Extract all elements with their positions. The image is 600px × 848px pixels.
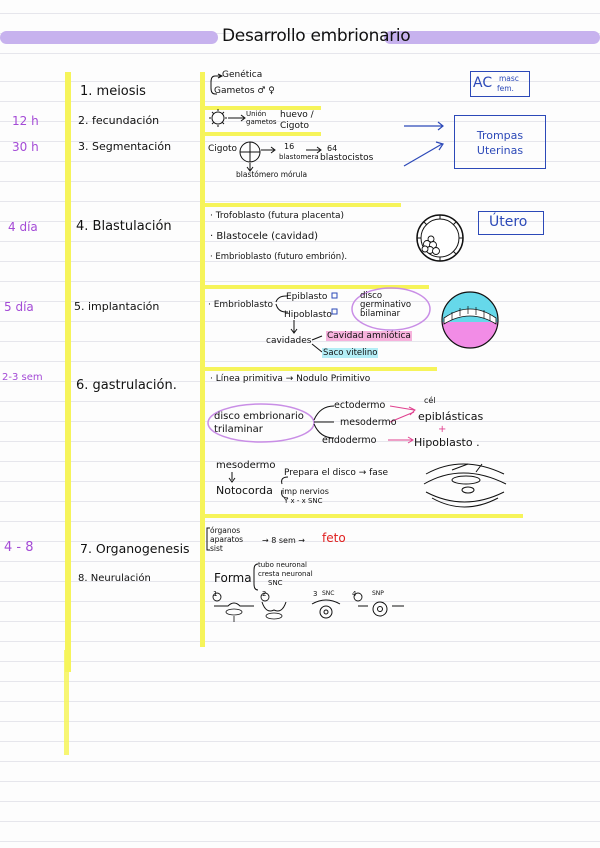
highlight-bar-left <box>65 72 71 672</box>
organogenesis-sist: sist <box>210 544 223 553</box>
neurulacion-tubo: tubo neuronal <box>258 561 307 569</box>
organogenesis-organos: órganos <box>210 526 241 535</box>
trompas-arrows <box>400 118 456 174</box>
time-5dia: 5 día <box>4 300 34 314</box>
gastrulacion-cel: cél <box>424 396 436 405</box>
trompas-label: Trompas Uterinas <box>476 129 524 157</box>
segmentacion-64: 64 <box>327 144 338 153</box>
gastrulacion-notocorda: Notocorda <box>216 484 273 497</box>
step-organogenesis: 7. Organogenesis <box>80 541 190 556</box>
gastrulacion-disco: disco embrionario trilaminar <box>214 411 304 435</box>
meiosis-genetica: Genética <box>222 70 263 80</box>
highlight-bar-main <box>200 72 205 647</box>
gastrulacion-imp: imp nervios <box>282 487 329 496</box>
time-2-3sem: 2-3 sem <box>2 372 43 383</box>
neurulacion-forma: Forma <box>214 571 252 585</box>
step-fecundacion: 2. fecundación <box>78 114 160 127</box>
neurulacion-step-2: 2 <box>262 590 267 598</box>
highlight-line-6 <box>205 514 523 518</box>
gastrulacion-epiblasticas: epiblásticas <box>418 410 484 423</box>
page-title: Desarrollo embrionario <box>222 26 411 46</box>
step-blastulacion: 4. Blastulación <box>76 219 172 234</box>
neurulacion-snc-label: SNC <box>322 590 335 597</box>
implantacion-hipoblasto: Hipoblasto <box>284 310 332 320</box>
blastulacion-blastocele: · Blastocele (cavidad) <box>210 231 319 242</box>
highlight-line-5 <box>205 367 437 371</box>
implantacion-embrioblasto: · Embrioblasto <box>208 300 274 310</box>
highlight-bar-left-lower <box>64 650 69 755</box>
blastulacion-trofoblasto: · Trofoblasto (futura placenta) <box>210 211 345 221</box>
trompas-box <box>454 115 546 169</box>
ac-fem: fem. <box>497 84 514 93</box>
time-12h: 12 h <box>12 114 39 128</box>
gastrulacion-yx: Y x - x SNC <box>284 497 323 505</box>
segmentacion-cigoto: Cigoto <box>208 144 238 154</box>
gastrulacion-linea: · Línea primitiva → Nodulo Primitivo <box>210 374 371 384</box>
neurulation-stages-diagram <box>208 592 408 628</box>
organogenesis-feto: feto <box>322 531 346 545</box>
neurulacion-step-4: 4 <box>352 590 357 598</box>
neurulacion-snc: SNC <box>268 579 283 587</box>
segmentacion-blastomera: blastomera <box>279 153 319 161</box>
neurulacion-snp-label: SNP <box>372 590 384 597</box>
step-neurulacion: 8. Neurulación <box>78 573 151 584</box>
fecundacion-union: Unión gametos <box>246 110 277 126</box>
segmentacion-16: 16 <box>284 142 295 151</box>
neurulacion-step-1: 1 <box>213 590 218 598</box>
utero-box <box>478 211 544 235</box>
ac-label: AC <box>473 75 493 91</box>
fecundacion-huevo: huevo / Cigoto <box>280 110 314 131</box>
utero-label: Útero <box>489 214 528 230</box>
step-gastrulacion: 6. gastrulación. <box>76 378 177 393</box>
time-30h: 30 h <box>12 140 39 154</box>
implantacion-saco: Saco vitelino <box>323 348 378 358</box>
organogenesis-aparatos: aparatos <box>210 535 244 544</box>
implantacion-cavidades: cavidades <box>266 336 312 346</box>
gastrulacion-prepara: Prepara el disco → fase <box>284 468 389 478</box>
title-bar-right <box>384 31 600 44</box>
neurulacion-step-3: 3 <box>313 590 318 598</box>
notochord-diagram <box>422 458 508 508</box>
sperm-egg-icon <box>208 108 248 128</box>
gastrulacion-hipoblasto: Hipoblasto . <box>414 436 480 449</box>
implantacion-disco: disco germinativo bilaminar <box>360 291 412 319</box>
gastrulacion-meso: mesodermo <box>340 417 397 428</box>
segmentacion-blastomero: blastómero mórula <box>236 170 308 179</box>
ac-masc: masc <box>499 74 519 83</box>
step-meiosis: 1. meiosis <box>80 84 146 99</box>
title-bar-left <box>0 31 218 44</box>
time-4-8: 4 - 8 <box>4 540 34 555</box>
gastrulacion-mesodermo: mesodermo <box>216 460 276 471</box>
time-4dia: 4 día <box>8 220 38 234</box>
ac-box <box>470 71 530 97</box>
neurulacion-cresta: cresta neuronal <box>258 570 313 578</box>
blastulacion-embrioblasto: · Embrioblasto (futuro embrión). <box>210 252 348 262</box>
meiosis-gametos: Gametos ♂ ♀ <box>214 86 275 96</box>
gastrulacion-endo: endodermo <box>322 435 377 446</box>
blastocyst-diagram <box>414 212 466 264</box>
highlight-line-3 <box>205 203 401 207</box>
gastrulacion-plus: + <box>438 424 447 435</box>
implantacion-epiblasto: Epiblasto <box>286 292 328 302</box>
meiosis-bracket <box>205 72 225 98</box>
gastrulacion-ecto: ectodermo <box>334 400 386 411</box>
step-implantacion: 5. implantación <box>74 300 160 313</box>
segmentacion-blastocistos: blastocistos <box>320 153 374 163</box>
implantacion-amniotica: Cavidad amniótica <box>327 331 411 341</box>
step-segmentacion: 3. Segmentación <box>78 140 172 153</box>
implantation-diagram <box>440 290 500 350</box>
organogenesis-sem: → 8 sem → <box>262 536 306 545</box>
